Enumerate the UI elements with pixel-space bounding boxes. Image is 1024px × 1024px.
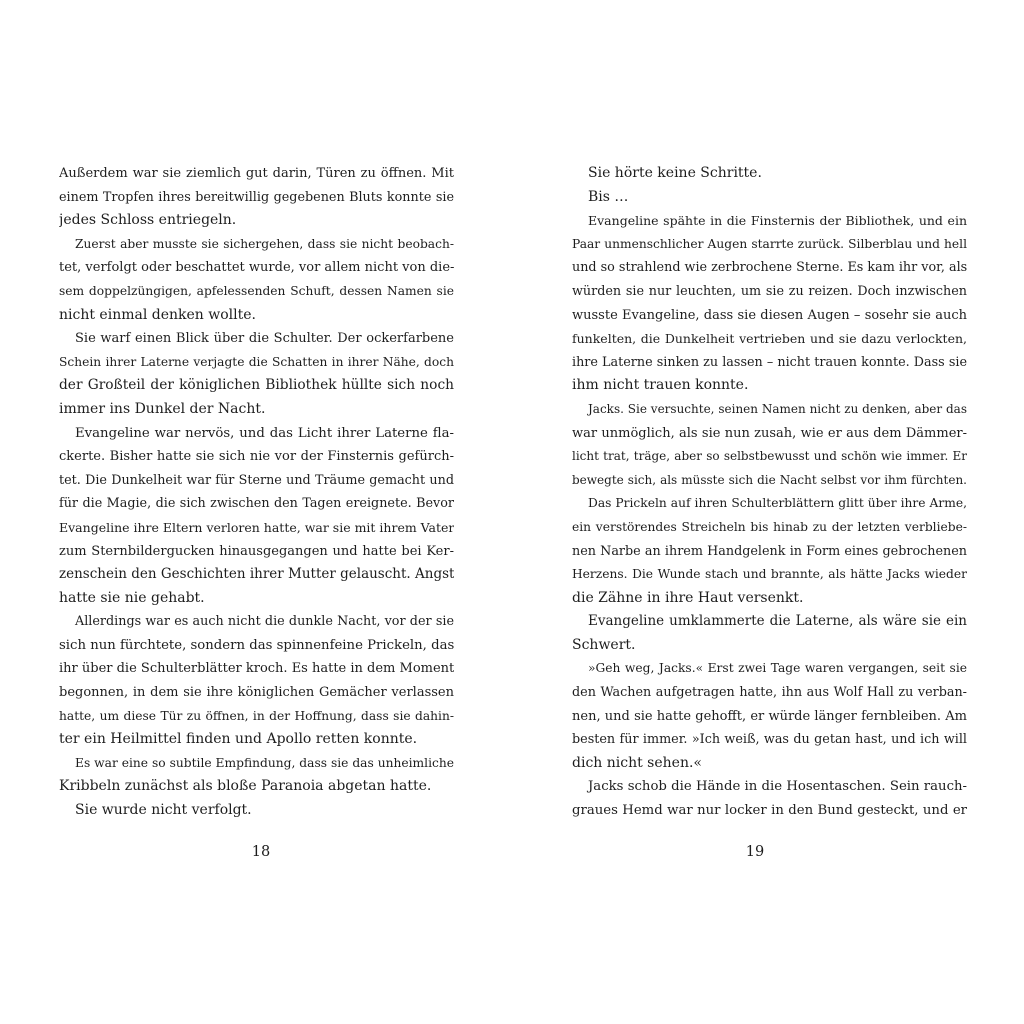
text-line: immer ins Dunkel der Nacht. bbox=[59, 400, 266, 417]
text-line: graues Hemd war nur locker in den Bund gesteckt, und er bbox=[572, 803, 967, 819]
text-line: zum Sternbildergucken hinausgegangen und hatte bei Ker- bbox=[59, 543, 454, 559]
text-line: »Geh weg, Jacks.« Erst zwei Tage waren vergangen, seit sie bbox=[588, 661, 967, 676]
text-line: funkelten, die Dunkelheit vertrieben und sie dazu verlockten, bbox=[572, 331, 967, 347]
text-line: Evangeline spähte in die Finsternis der Bibliothek, und ein bbox=[588, 213, 967, 229]
text-line: würden sie nur leuchten, um sie zu reizen. Doch inzwischen bbox=[572, 283, 967, 299]
text-line: dich nicht sehen.« bbox=[572, 754, 702, 771]
text-line: Schwert. bbox=[572, 636, 636, 653]
left-page-text bbox=[59, 162, 454, 823]
text-line: Evangeline war nervös, und das Licht ihrer Laterne fla- bbox=[75, 425, 454, 441]
text-line: nen Narbe an ihrem Handgelenk in Form eines gebrochenen bbox=[572, 543, 967, 559]
text-line: Sie hörte keine Schritte. bbox=[588, 165, 762, 181]
text-line: für die Magie, die sich zwischen den Tagen ereignete. Bevor bbox=[59, 496, 454, 512]
text-line: den Wachen aufgetragen hatte, ihn aus Wolf Hall zu verban- bbox=[572, 685, 967, 701]
text-line: ihre Laterne sinken zu lassen – nicht trauen konnte. Dass sie bbox=[572, 354, 967, 370]
text-line: der Großteil der königlichen Bibliothek hüllte sich noch bbox=[59, 377, 454, 394]
text-line: Jacks schob die Hände in die Hosentaschen. Sein rauch- bbox=[588, 779, 967, 795]
page-number-left: 18 bbox=[251, 844, 271, 860]
text-line: Paar unmenschlicher Augen starrte zurück. Silberblau und hell bbox=[572, 236, 967, 251]
text-line: besten für immer. »Ich weiß, was du getan hast, und ich will bbox=[572, 732, 967, 748]
text-line: Kribbeln zunächst als bloße Paranoia abgetan hatte. bbox=[59, 778, 432, 795]
text-line: jedes Schloss entriegeln. bbox=[59, 212, 237, 229]
text-line: Es war eine so subtile Empfindung, dass sie das unheimliche bbox=[75, 755, 454, 770]
text-line: hatte sie nie gehabt. bbox=[59, 589, 205, 606]
text-line: Allerdings war es auch nicht die dunkle Nacht, vor der sie bbox=[75, 614, 454, 630]
text-line: Schein ihrer Laterne verjagte die Schatten in ihrer Nähe, doch bbox=[59, 354, 454, 369]
page-number-right: 19 bbox=[745, 844, 765, 860]
text-line: tet. Die Dunkelheit war für Sterne und Träume gemacht und bbox=[59, 472, 454, 488]
text-line: Herzens. Die Wunde stach und brannte, als hätte Jacks wieder bbox=[572, 567, 967, 582]
text-line: ein verstörendes Streicheln bis hinab zu der letzten verbliebe- bbox=[572, 519, 967, 534]
text-line: zenschein den Geschichten ihrer Mutter gelauscht. Angst bbox=[59, 566, 454, 583]
text-line: Evangeline umklammerte die Laterne, als wäre sie ein bbox=[588, 613, 967, 630]
text-line: ihm nicht trauen konnte. bbox=[572, 377, 749, 394]
text-line: wusste Evangeline, dass sie diesen Augen – sosehr sie auch bbox=[572, 307, 967, 323]
text-line: Evangeline ihre Eltern verloren hatte, war sie mit ihrem Vater bbox=[59, 519, 454, 535]
text-line: Das Prickeln auf ihren Schulterblättern glitt über ihre Arme, bbox=[588, 496, 967, 511]
text-line: nen, und sie hatte gehofft, er würde länger fernbleiben. Am bbox=[572, 708, 967, 724]
text-line: ter ein Heilmittel finden und Apollo retten konnte. bbox=[59, 731, 418, 748]
text-line: ckerte. Bisher hatte sie sich nie vor der Finsternis gefürch- bbox=[59, 449, 454, 465]
text-line: licht trat, träge, aber so selbstbewusst und schön wie immer. Er bbox=[572, 449, 967, 464]
text-line: ihr über die Schulterblätter kroch. Es hatte in dem Moment bbox=[59, 661, 454, 677]
text-line: sich nun fürchtete, sondern das spinnenfeine Prickeln, das bbox=[59, 637, 454, 653]
text-line: Bis … bbox=[588, 188, 629, 205]
right-page-text bbox=[572, 162, 967, 823]
text-line: Jacks. Sie versuchte, seinen Namen nicht zu denken, aber das bbox=[588, 401, 967, 416]
text-line: Zuerst aber musste sie sichergehen, dass sie nicht beobach- bbox=[75, 236, 454, 251]
text-line: nicht einmal denken wollte. bbox=[59, 306, 256, 323]
text-line: einem Tropfen ihres bereitwillig gegebenen Bluts konnte sie bbox=[59, 189, 454, 205]
text-line: bewegte sich, als müsste sich die Nacht selbst vor ihm fürchten. bbox=[572, 472, 967, 487]
text-line: sem doppelzüngigen, apfelessenden Schuft, dessen Namen sie bbox=[59, 283, 454, 298]
text-line: die Zähne in ihre Haut versenkt. bbox=[572, 589, 804, 606]
text-line: hatte, um diese Tür zu öffnen, in der Hoffnung, dass sie dahin- bbox=[59, 708, 454, 723]
text-line: und so strahlend wie zerbrochene Sterne. Es kam ihr vor, als bbox=[572, 260, 967, 276]
text-line: war unmöglich, als sie nun zusah, wie er aus dem Dämmer- bbox=[572, 425, 967, 441]
text-line: tet, verfolgt oder beschattet wurde, vor allem nicht von die- bbox=[59, 260, 454, 276]
text-line: Sie wurde nicht verfolgt. bbox=[75, 802, 252, 819]
text-line: begonnen, in dem sie ihre königlichen Gemächer verlassen bbox=[59, 685, 454, 701]
text-line: Sie warf einen Blick über die Schulter. Der ockerfarbene bbox=[75, 331, 454, 347]
text-line: Außerdem war sie ziemlich gut darin, Türen zu öffnen. Mit bbox=[59, 166, 454, 181]
